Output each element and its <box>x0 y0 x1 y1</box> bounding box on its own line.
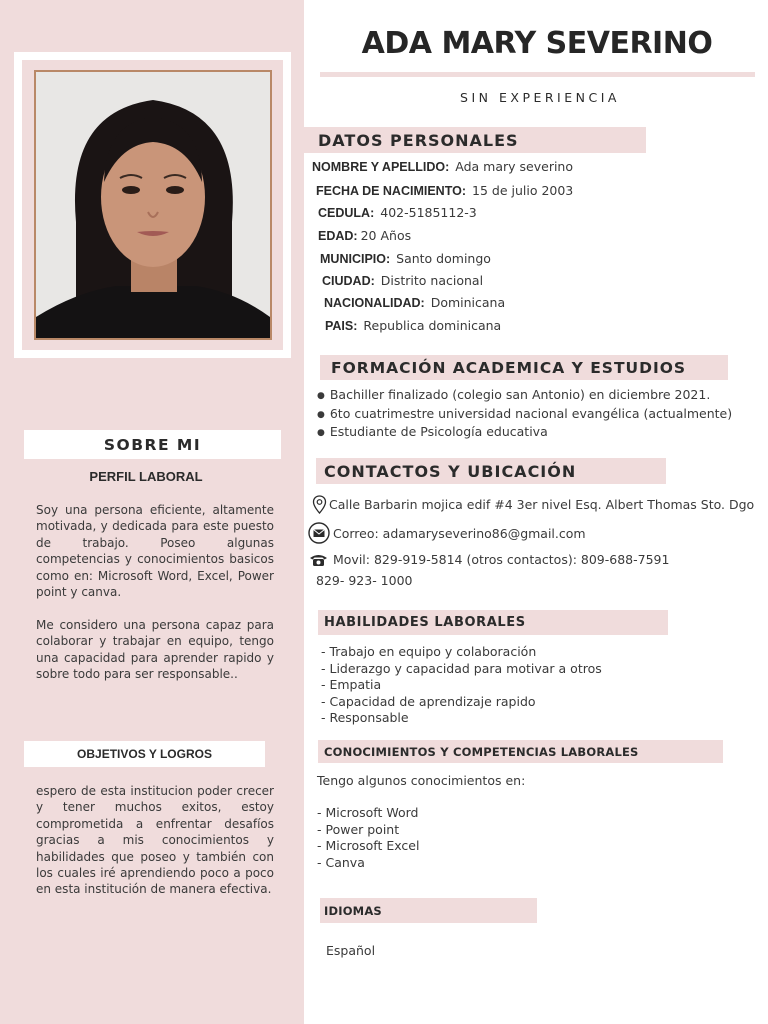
list-item: ● Bachiller finalizado (colegio san Antonio) en diciembre 2021. <box>317 387 732 406</box>
list-item: - Liderazgo y capacidad para motivar a otros <box>321 661 602 678</box>
address-line: Calle Barbarin mojica edif #4 3er nivel Esq. Albert Thomas Sto. Dgo <box>312 495 754 514</box>
phone-line-2: 829- 923- 1000 <box>316 573 413 588</box>
datos-row: NOMBRE Y APELLIDO: Ada mary severino <box>312 159 573 174</box>
datos-row: FECHA DE NACIMIENTO: 15 de julio 2003 <box>316 183 574 198</box>
section-habilidades: HABILIDADES LABORALES <box>318 610 668 635</box>
section-datos-personales: DATOS PERSONALES <box>304 127 646 153</box>
datos-row: CIUDAD: Distrito nacional <box>322 273 484 288</box>
datos-row: EDAD: 20 Años <box>318 228 412 243</box>
location-pin-icon <box>312 495 327 514</box>
section-contactos: CONTACTOS Y UBICACIÓN <box>316 458 666 484</box>
conocimientos-intro: Tengo algunos conocimientos en: <box>317 773 526 788</box>
list-item: - Canva <box>317 855 419 872</box>
list-item: ● 6to cuatrimestre universidad nacional evangélica (actualmente) <box>317 406 732 425</box>
objetivos-text: espero de esta institucion poder crecer y tener muchos exitos, estoy comprometida a enfrentar desafíos gracias a mis conocimientos y habilidades que poseo y también con los cuales iré aprendiendo poco a poco en esta institución de manera efectiva. <box>36 784 274 897</box>
title-divider <box>320 72 755 77</box>
conocimientos-list <box>317 805 419 871</box>
perfil-text-1: Soy una persona eficiente, altamente motivada, y dedicada para este puesto de trabajo. Poseo algunas competencias y conocimientos basicos como en: Microsoft Word, Excel, Power point y canva. <box>36 503 274 600</box>
list-item: ● Estudiante de Psicología educativa <box>317 424 732 443</box>
list-item: - Microsoft Word <box>317 805 419 822</box>
list-item: - Power point <box>317 822 419 839</box>
section-formacion: FORMACIÓN ACADEMICA Y ESTUDIOS <box>320 355 728 380</box>
list-item: - Microsoft Excel <box>317 838 419 855</box>
datos-row: CEDULA: 402-5185112-3 <box>318 205 477 220</box>
photo-frame <box>14 52 291 358</box>
sobre-mi-title: SOBRE MI <box>24 430 281 459</box>
formacion-list <box>317 387 732 443</box>
datos-row: MUNICIPIO: Santo domingo <box>320 251 491 266</box>
objetivos-title: OBJETIVOS Y LOGROS <box>24 741 265 767</box>
habilidades-list <box>321 644 602 727</box>
perfil-text-2: Me considero una persona capaz para colaborar y trabajar en equipo, tengo una capacidad para aprender rapido y sobre todo para ser responsable.. <box>36 618 274 682</box>
list-item: - Capacidad de aprendizaje rapido <box>321 694 602 711</box>
page-title: ADA MARY SEVERINO <box>361 26 713 61</box>
section-idiomas: IDIOMAS <box>320 898 537 923</box>
phone-line: Movil: 829-919-5814 (otros contactos): 809-688-7591 <box>309 552 669 567</box>
section-conocimientos: CONOCIMIENTOS Y COMPETENCIAS LABORALES <box>318 740 723 763</box>
profile-photo <box>34 70 272 340</box>
subtitle: SIN EXPERIENCIA <box>460 90 620 105</box>
list-item: - Empatia <box>321 677 602 694</box>
datos-row: PAIS: Republica dominicana <box>325 318 502 333</box>
envelope-icon <box>308 522 330 544</box>
telephone-icon <box>309 553 328 567</box>
list-item: - Trabajo en equipo y colaboración <box>321 644 602 661</box>
idioma-item: Español <box>326 943 376 958</box>
list-item: - Responsable <box>321 710 602 727</box>
email-line: Correo: adamaryseverino86@gmail.com <box>308 522 586 544</box>
datos-row: NACIONALIDAD: Dominicana <box>324 295 506 310</box>
perfil-laboral-title: PERFIL LABORAL <box>89 469 203 484</box>
